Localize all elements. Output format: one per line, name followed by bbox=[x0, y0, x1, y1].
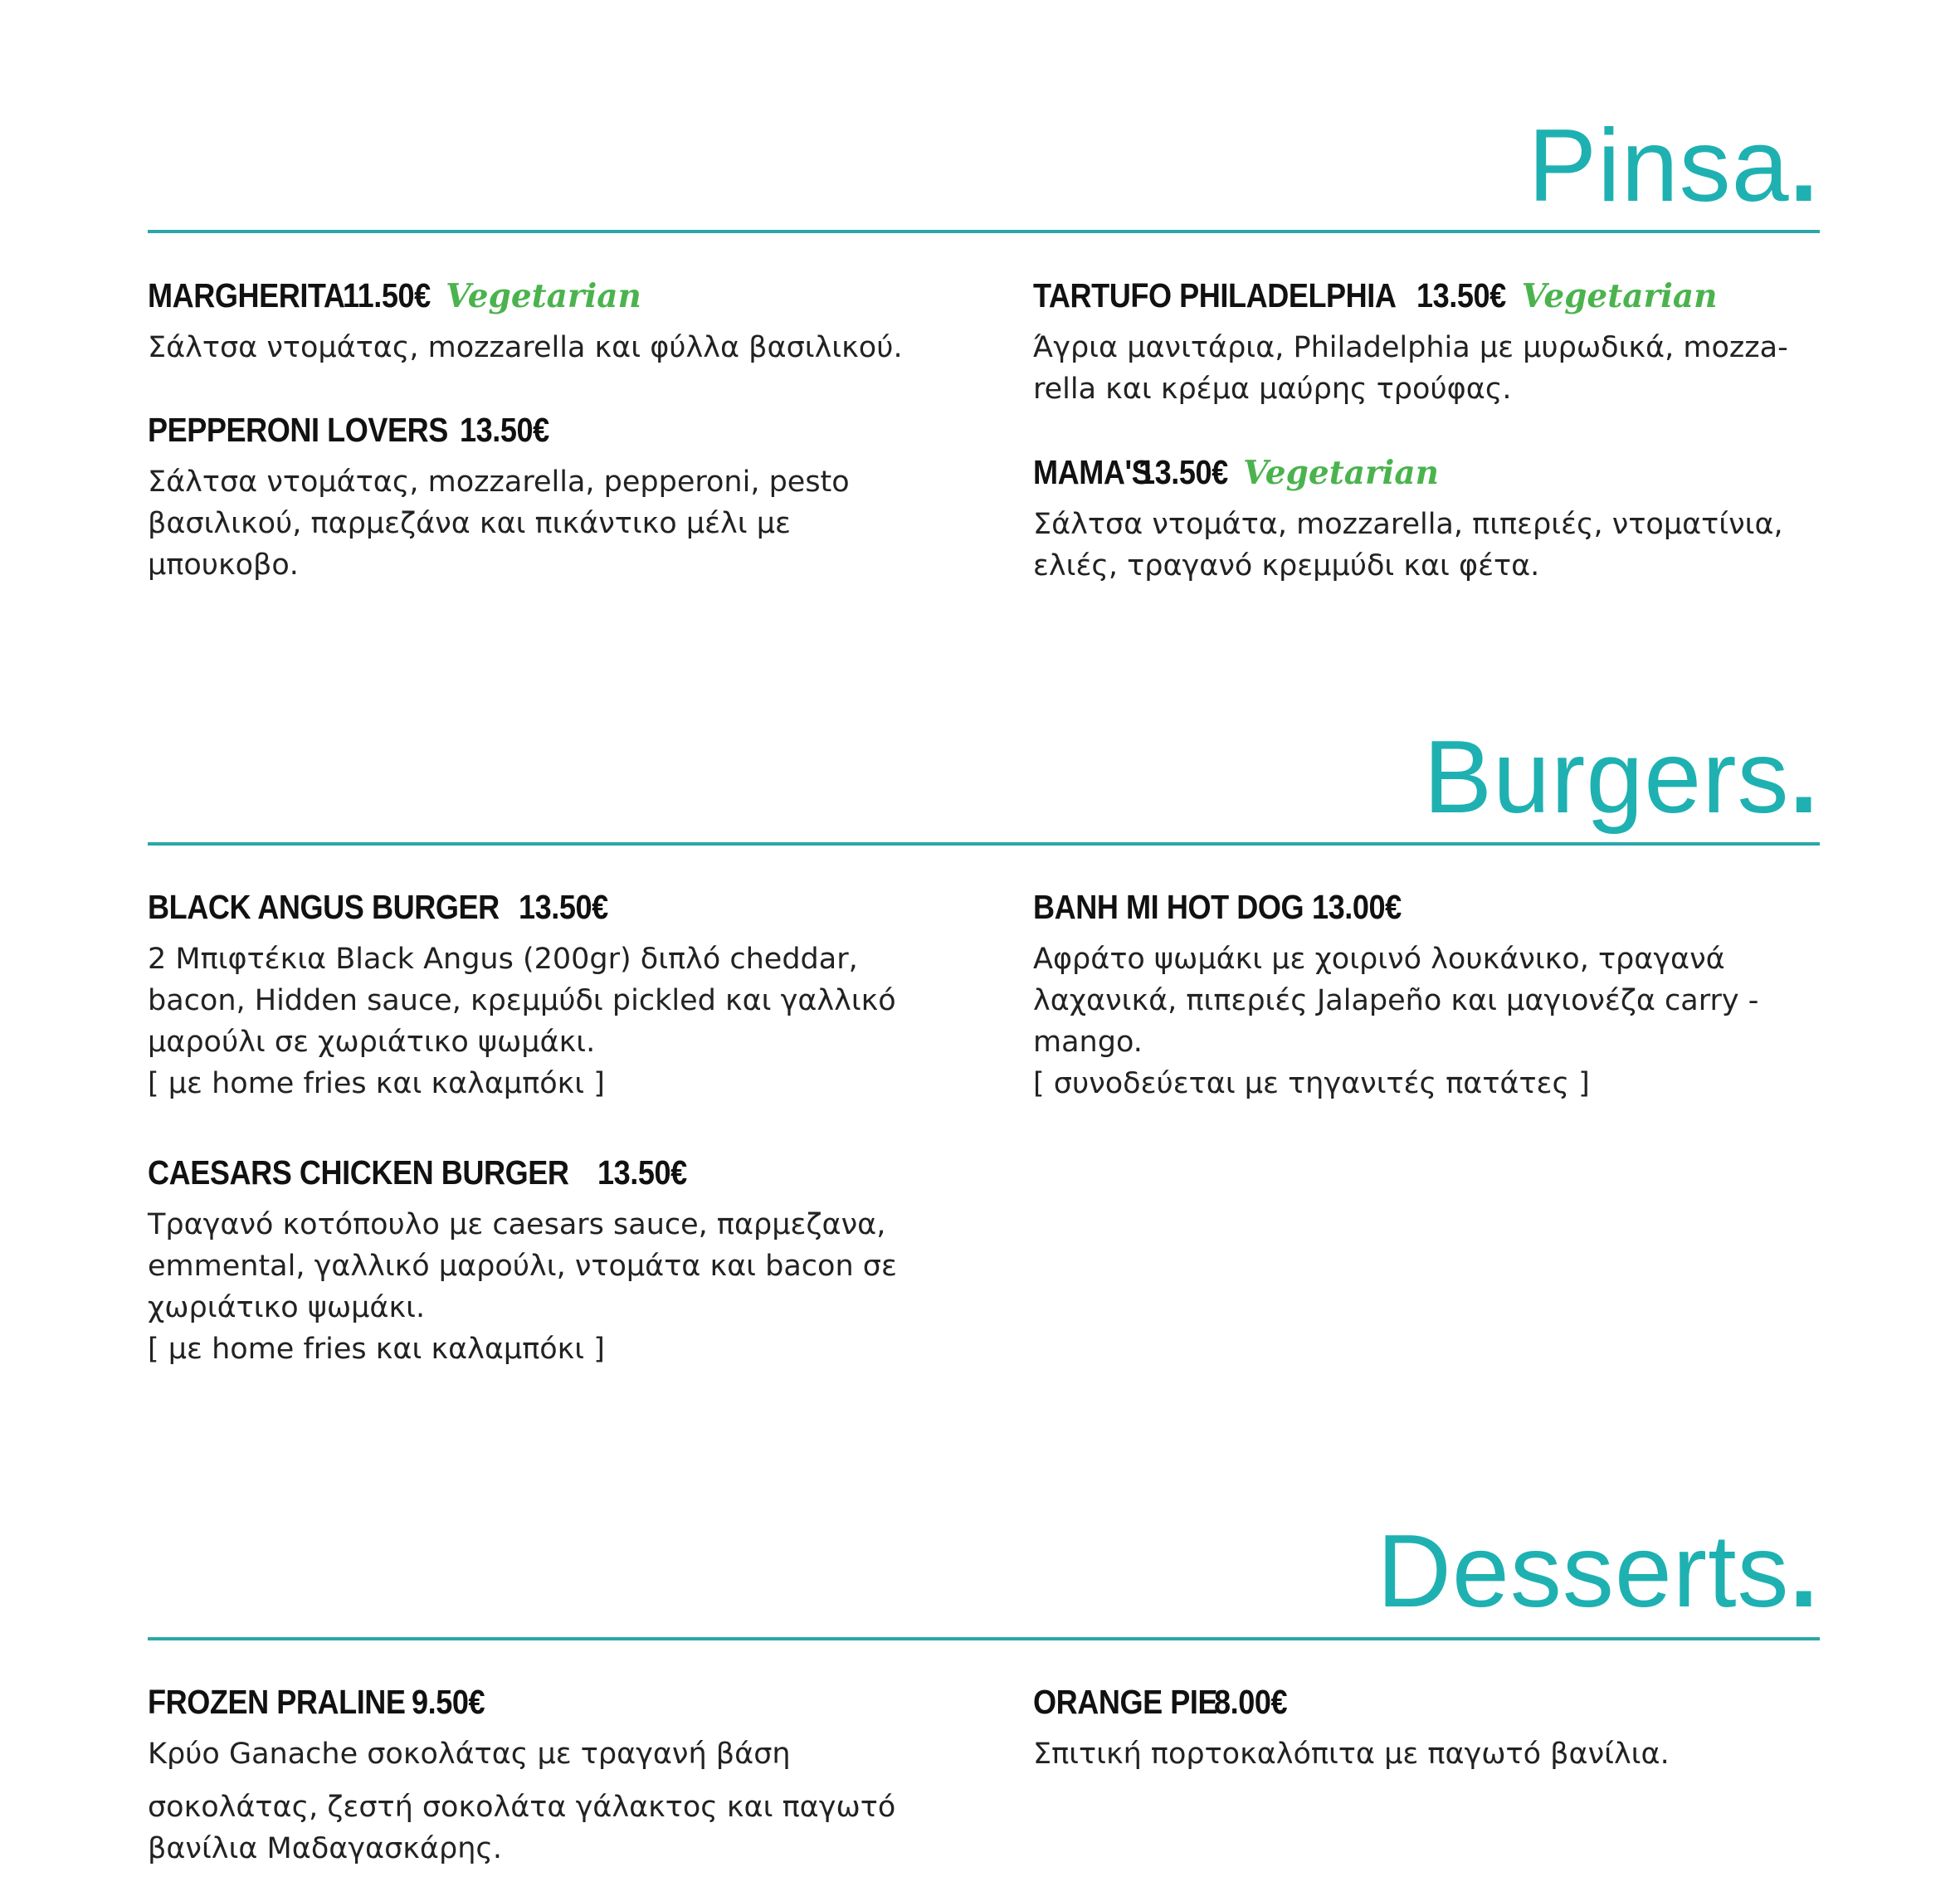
item-name: FROZEN PRALINE bbox=[148, 1683, 406, 1721]
item-price: 11.50€ bbox=[342, 276, 431, 314]
item-name: MARGHERITA bbox=[148, 276, 345, 314]
section-divider bbox=[148, 842, 1820, 846]
item-description: Κρύο Ganache σοκολάτας με τραγανή βάση σοκολάτας, ζεστή σοκολάτα γάλακτος και παγωτό βανίλια Μαδαγασκάρης. bbox=[148, 1738, 896, 1866]
item-description: Σάλτσα ντομάτας, mozzarella, pepperoni, pesto βασιλικού, παρμεζάνα και πικάντικο μέλι με μπουκοβο. bbox=[148, 466, 850, 582]
item-description: Άγρια μανιτάρια, Philadelphia με μυρωδικά, mozza-rella και κρέμα μαύρης τρούφας. bbox=[1033, 331, 1788, 407]
menu-item-pepperoni-lovers bbox=[148, 411, 919, 586]
menu-item-mamas bbox=[1033, 453, 1805, 587]
item-price: 8.00€ bbox=[1213, 1683, 1287, 1721]
item-price: 13.50€ bbox=[1138, 453, 1228, 491]
menu-item-tartufo-philadelphia bbox=[1033, 276, 1805, 410]
menu-item-frozen-praline bbox=[148, 1683, 919, 1869]
section-divider bbox=[148, 230, 1820, 233]
item-price: 9.50€ bbox=[412, 1683, 485, 1721]
vegetarian-badge: Vegetarian bbox=[1243, 454, 1439, 492]
item-side-note: [ με home fries και καλαμπόκι ] bbox=[148, 1067, 605, 1101]
item-price: 13.50€ bbox=[518, 888, 608, 926]
item-name: ORANGE PIE bbox=[1033, 1683, 1218, 1721]
menu-item-margherita bbox=[148, 276, 919, 368]
item-name: BLACK ANGUS BURGER bbox=[148, 888, 500, 926]
vegetarian-badge: Vegetarian bbox=[1521, 277, 1718, 315]
menu-item-banh-mi-hot-dog bbox=[1033, 888, 1805, 1104]
menu-item-black-angus-burger bbox=[148, 888, 919, 1104]
item-price: 13.00€ bbox=[1311, 888, 1402, 926]
item-description: Σάλτσα ντομάτας, mozzarella και φύλλα βασιλικού. bbox=[148, 331, 903, 365]
item-description: Σάλτσα ντομάτα, mozzarella, πιπεριές, ντοματίνια, ελιές, τραγανό κρεμμύδι και φέτα. bbox=[1033, 508, 1783, 583]
section-title-desserts: Desserts. bbox=[1377, 1514, 1819, 1629]
item-price: 13.50€ bbox=[597, 1153, 687, 1192]
section-title-pinsa: Pinsa. bbox=[1528, 109, 1819, 223]
item-name: TARTUFO PHILADELPHIA bbox=[1033, 276, 1397, 314]
item-name: BANH MI HOT DOG bbox=[1033, 888, 1304, 926]
menu-item-caesars-chicken-burger bbox=[148, 1153, 919, 1370]
item-name: MAMA'S bbox=[1033, 453, 1152, 491]
section-title-burgers: Burgers. bbox=[1423, 720, 1819, 835]
item-name: PEPPERONI LOVERS bbox=[148, 411, 448, 449]
item-description: Τραγανό κοτόπουλο με caesars sauce, παρμεζανα, emmental, γαλλικό μαρούλι, ντομάτα και bacon σε χωριάτικο ψωμάκι. bbox=[148, 1208, 897, 1325]
vegetarian-badge: Vegetarian bbox=[446, 277, 641, 315]
item-description: 2 Μπιφτέκια Black Angus (200gr) διπλό cheddar, bacon, Hidden sauce, κρεμμύδι pickled και γαλλικό μαρούλι σε χωριάτικο ψωμάκι. bbox=[148, 943, 896, 1060]
item-description: Αφράτο ψωμάκι με χοιρινό λουκάνικο, τραγανά λαχανικά, πιπεριές Jalapeño και μαγιονέζα carry - mango. bbox=[1033, 943, 1759, 1060]
section-divider bbox=[148, 1637, 1820, 1640]
item-side-note: [ με home fries και καλαμπόκι ] bbox=[148, 1333, 605, 1367]
item-description: Σπιτική πορτοκαλόπιτα με παγωτό βανίλια. bbox=[1033, 1738, 1670, 1772]
item-name: CAESARS CHICKEN BURGER bbox=[148, 1153, 569, 1192]
item-side-note: [ συνοδεύεται με τηγανιτές πατάτες ] bbox=[1033, 1067, 1590, 1101]
item-price: 13.50€ bbox=[460, 411, 550, 449]
menu-item-orange-pie bbox=[1033, 1683, 1805, 1775]
item-price: 13.50€ bbox=[1416, 276, 1506, 314]
